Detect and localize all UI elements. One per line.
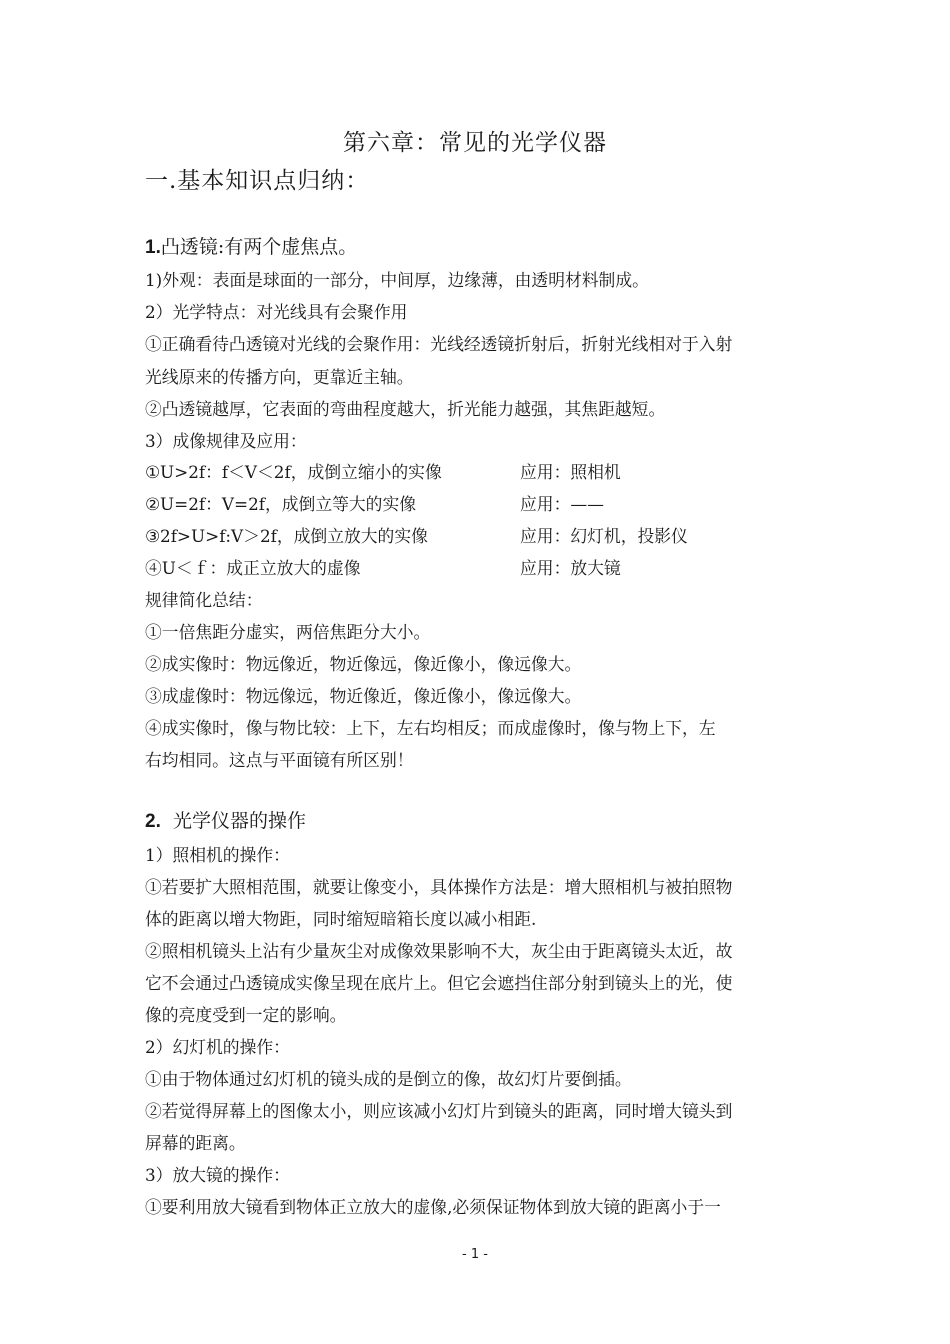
rule-application: 应用：—— — [520, 494, 604, 514]
section-heading: 一.基本知识点归纳： — [145, 168, 370, 194]
rule-application: 应用：幻灯机，投影仪 — [520, 526, 688, 546]
subheading-convex-lens — [145, 232, 357, 259]
rule-left: ③2f>U>f:V＞2f，成倒立放大的实像 — [145, 526, 428, 546]
text-line: ②成实像时：物远像近，物近像远，像近像小，像远像大。 — [145, 654, 582, 674]
text-line: 规律简化总结： — [145, 590, 263, 610]
subheading-number: 1. — [145, 237, 161, 258]
rule-application: 应用：照相机 — [520, 462, 621, 482]
text-line: 2）光学特点：对光线具有会聚作用 — [145, 302, 408, 322]
text-line: 屏幕的距离。 — [145, 1133, 246, 1153]
text-line: ①要利用放大镜看到物体正立放大的虚像,必须保证物体到放大镜的距离小于一 — [145, 1197, 721, 1217]
text-line: ①一倍焦距分虚实，两倍焦距分大小。 — [145, 622, 431, 642]
text-line: 1）照相机的操作： — [145, 845, 290, 865]
text-line: 像的亮度受到一定的影响。 — [145, 1005, 347, 1025]
text-line: ④成实像时，像与物比较：上下，左右均相反；而成虚像时，像与物上下，左 — [145, 718, 716, 738]
subheading-number: 2. — [145, 811, 161, 832]
text-line: ③成虚像时：物远像远，物近像近，像近像小，像远像大。 — [145, 686, 582, 706]
subheading-text: 凸透镜:有两个虚焦点。 — [160, 236, 358, 258]
text-line: 体的距离以增大物距，同时缩短暗箱长度以减小相距. — [145, 909, 537, 929]
text-line: 3）放大镜的操作： — [145, 1165, 290, 1185]
subheading-instruments — [145, 806, 306, 833]
text-line: 光线原来的传播方向，更靠近主轴。 — [145, 367, 414, 387]
text-line: ②若觉得屏幕上的图像太小，则应该减小幻灯片到镜头的距离，同时增大镜头到 — [145, 1101, 733, 1121]
rule-application: 应用：放大镜 — [520, 558, 621, 578]
text-line: 它不会通过凸透镜成实像呈现在底片上。但它会遮挡住部分射到镜头上的光，使 — [145, 973, 733, 993]
rule-left: ①U>2f：f＜V＜2f，成倒立缩小的实像 — [145, 462, 442, 482]
page-number: - 1 - — [462, 1247, 488, 1262]
text-line: ②照相机镜头上沾有少量灰尘对成像效果影响不大，灰尘由于距离镜头太近，故 — [145, 941, 733, 961]
chapter-title: 第六章：常见的光学仪器 — [343, 130, 607, 156]
text-line: ②凸透镜越厚，它表面的弯曲程度越大，折光能力越强，其焦距越短。 — [145, 399, 666, 419]
text-line: 3）成像规律及应用： — [145, 431, 307, 451]
text-line: ①若要扩大照相范围，就要让像变小，具体操作方法是：增大照相机与被拍照物 — [145, 877, 733, 897]
text-line: 2）幻灯机的操作： — [145, 1037, 290, 1057]
text-line: ①正确看待凸透镜对光线的会聚作用：光线经透镜折射后，折射光线相对于入射 — [145, 334, 733, 354]
text-line: 1)外观：表面是球面的一部分，中间厚，边缘薄，由透明材料制成。 — [145, 270, 649, 290]
text-line: 右均相同。这点与平面镜有所区别！ — [145, 750, 414, 770]
rule-left: ④U＜ｆ：成正立放大的虚像 — [145, 558, 361, 578]
subheading-text: 光学仪器的操作 — [172, 810, 306, 832]
text-line: ①由于物体通过幻灯机的镜头成的是倒立的像，故幻灯片要倒插。 — [145, 1069, 632, 1089]
rule-left: ②U=2f：V=2f，成倒立等大的实像 — [145, 494, 417, 514]
